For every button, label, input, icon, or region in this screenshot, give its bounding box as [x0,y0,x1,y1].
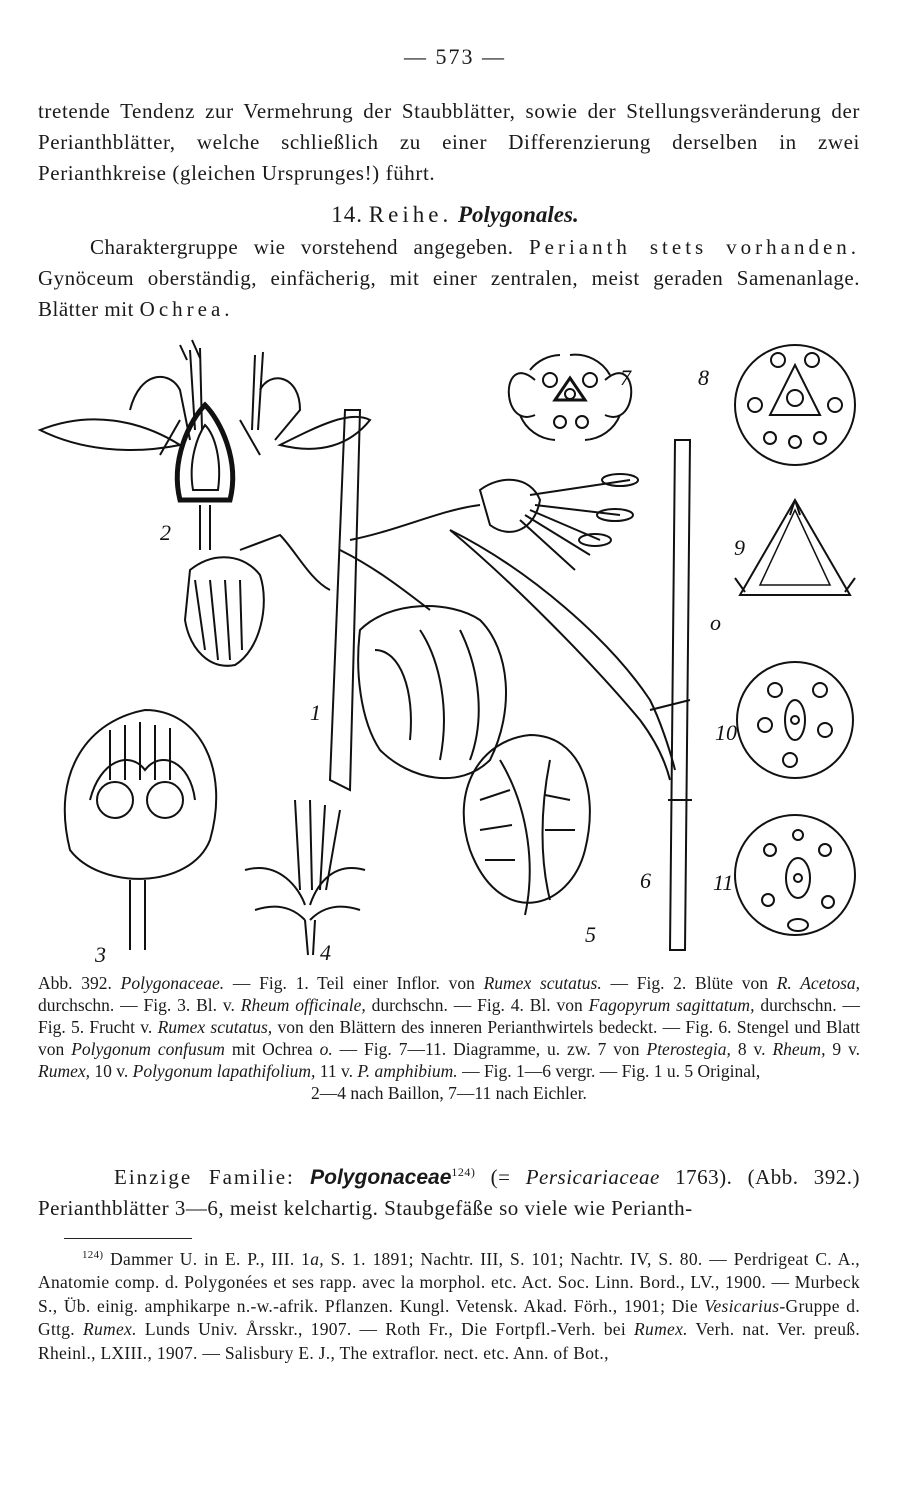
label-fig-9: 9 [734,535,745,560]
order-description [38,232,860,325]
caption-abb: Abb. 392. [38,973,112,993]
footnote-text-5: -Gruppe d. Gttg. [38,1295,861,1340]
footnote-number: 124) [82,1249,104,1261]
caption-text-25: 11 v. [319,1061,353,1081]
caption-species-10: Fagopyrum sagittatum, [588,995,755,1015]
page-number: — 573 — [404,44,506,69]
caption-species-12: Rumex scutatus, [157,1017,273,1037]
figure-caption [38,972,860,1104]
order-desc-perianth: Perianth stets vorhanden. [528,235,861,259]
caption-text-17: — Fig. 7—11. Diagramme, u. zw. 7 von [339,1039,640,1059]
footnote-text-6: Rumex. [83,1319,137,1340]
caption-genus-20: Rheum, [772,1039,826,1059]
caption-species-14: Polygonum confusum [71,1039,225,1059]
footnote-text-9: Verh. nat. Ver. preuß. Rheinl., LXIII., 1907. — Salisbury E. J., The extraflor. nect. etc. Ann. of Bot., [38,1319,860,1363]
fig2-flower-section [40,340,370,550]
order-desc-part-1: Charaktergruppe wie vorstehend angegeben. [90,235,514,259]
label-fig-11: 11 [713,870,734,895]
order-desc-part-2: Gynöceum oberständig, einfächerig, mit einer zentralen, meist geraden Samenanlage. Blätter mit [38,266,860,321]
caption-species-4: Rumex scutatus. [483,973,602,993]
label-ochrea: o [710,610,721,635]
family-description: 1763). (Abb. 392.) Perianthblätter 3—6, meist kelchartig. Staubgefäße so viele wie Perianth- [38,1165,860,1220]
heading-number: 14. [331,202,364,227]
botanical-figure [30,330,882,970]
footnote-text-3: S. 1. 1891; Nachtr. III, S. 101; Nachtr. IV, S. 80. — Perdrigeat C. A., Anatomie comp. d. Polygonées et ses rapp. avec la morphol. etc. Act. Soc. Linn. Bord., LV., 1900. — Murbeck S., Üb. einig. amphikarpe n.-w.-afrik. Pflanzen. Kungl. Vetensk. Akad. Förh., 1901; Die [38,1248,860,1316]
footnote-text-1: Dammer U. in E. P., III. 1 [110,1248,311,1269]
caption-credits: 2—4 nach Baillon, 7—11 nach Eichler. [311,1083,587,1103]
heading-reihe: Reihe. [368,202,453,227]
caption-text-15: mit Ochrea [231,1039,313,1059]
fig6-stem-and-leaf [450,440,692,950]
caption-text-3: — Fig. 1. Teil einer Inflor. von [232,973,475,993]
family-synonym: Persicariaceae [525,1165,660,1189]
caption-text-7: durchschn. — Fig. 3. Bl. v. [38,995,235,1015]
caption-text-11: durchschn. — Fig. 5. Frucht v. [38,995,860,1037]
label-fig-5: 5 [585,922,596,947]
label-fig-2: 2 [160,520,171,545]
label-fig-1: 1 [310,700,321,725]
caption-text-13: von den Blättern des inneren Perianthwirtels bedeckt. — Fig. 6. Stengel und Blatt von [38,1017,861,1059]
footnote-text-8: Rumex. [634,1319,688,1340]
caption-species-8: Rheum officinale, [240,995,366,1015]
footnote-rule [64,1238,192,1239]
caption-text-27: — Fig. 1—6 vergr. — Fig. 1 u. 5 Original, [462,1061,761,1081]
family-label: Einzige Familie: [114,1165,295,1189]
caption-family: Polygonaceae. [120,973,225,993]
label-fig-10: 10 [715,720,737,745]
figure-labels [94,365,745,967]
family-paren-open: (= [490,1165,511,1189]
family-name: Polygonaceae [310,1166,452,1189]
footnote-text-4: Vesicarius [704,1295,780,1316]
label-fig-6: 6 [640,868,651,893]
diagram-10-polygonum-lapathifolium [737,662,853,778]
caption-genus-22: Rumex, [38,1061,90,1081]
footnote-text-2: a, [310,1248,324,1269]
label-fig-3: 3 [95,942,106,967]
diagram-9-rumex [735,500,855,595]
caption-text-9: durchschn. — Fig. 4. Bl. von [371,995,583,1015]
caption-text-5: — Fig. 2. Blüte von [610,973,768,993]
diagram-7-pterostegia [509,355,632,440]
family-footnote-ref[interactable]: 124) [451,1165,476,1179]
caption-text-19: 8 v. [737,1039,766,1059]
diagram-8-rheum [735,345,855,465]
diagram-11-polygonum-amphibium [735,815,855,935]
caption-ochrea-o: o. [319,1039,333,1059]
footnote-text-7: Lunds Univ. Årsskr., 1907. — Roth Fr., Die Fortpfl.-Verh. bei [144,1319,627,1340]
caption-genus-18: Pterostegia, [646,1039,731,1059]
fig5-fruit [464,735,590,915]
label-fig-8: 8 [698,365,709,390]
fig3-rheum-section [65,710,216,950]
caption-text-21: 9 v. [832,1039,861,1059]
footnote-124 [38,1244,860,1365]
intro-paragraph: tretende Tendenz zur Vermehrung der Staubblätter, sowie der Stellungsveränderung der Perianthblätter, welche schließlich zu einer Differenzierung derselben in zwei Perianthkreise (gleichen Ursprunges!) führt. [38,99,860,185]
fig1-inflorescence [185,410,638,790]
heading-order-name: Polygonales. [457,202,579,227]
caption-species-24: Polygonum lapathifolium, [132,1061,316,1081]
label-fig-4: 4 [320,940,331,965]
section-heading [0,202,910,228]
caption-species-6: R. Acetosa, [776,973,861,993]
label-fig-7: 7 [620,365,631,390]
order-desc-ochrea: Ochrea. [139,297,234,321]
fig4-fagopyrum-flower [245,800,365,955]
caption-species-26: P. amphibium. [357,1061,458,1081]
caption-text-23: 10 v. [94,1061,129,1081]
family-paragraph [38,1157,860,1223]
